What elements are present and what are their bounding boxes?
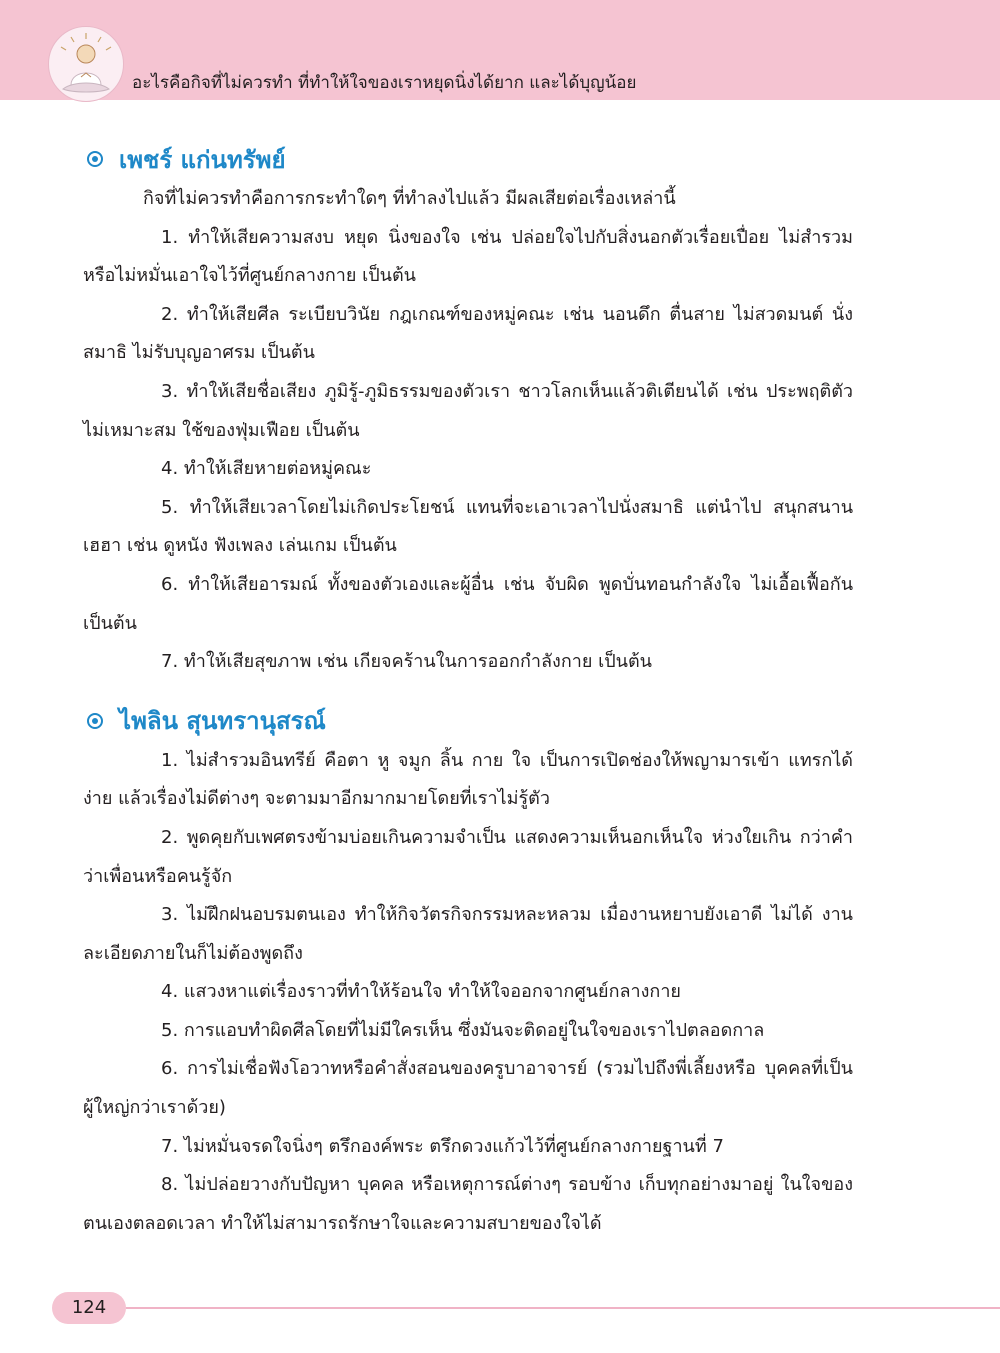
paragraph: 8. ไม่ปล่อยวางกับปัญหา บุคคล หรือเหตุการณ์ต่างๆ รอบข้าง เก็บทุกอย่างมาอยู่ ในใจของตนเองตลอดเวลา ทำให้ไม่สามารถรักษาใจและความสบายของใจได้ [83, 1174, 853, 1234]
page-content [83, 138, 853, 1261]
paragraph: กิจที่ไม่ควรทำคือการกระทำใดๆ ที่ทำลงไปแล้ว มีผลเสียต่อเรื่องเหล่านี้ [143, 188, 676, 209]
paragraph: 3. ไม่ฝึกฝนอบรมตนเอง ทำให้กิจวัตรกิจกรรมหละหลวม เมื่องานหยาบยังเอาดี ไม่ได้ งานละเอียดภายในก็ไม่ต้องพูดถึง [83, 904, 853, 964]
section-heading-text: เพชร์ แก่นทรัพย์ [119, 145, 286, 174]
running-header-title: อะไรคือกิจที่ไม่ควรทำ ที่ทำให้ใจของเราหยุดนิ่งได้ยาก และได้บุญน้อย [132, 73, 637, 93]
section-petch [83, 138, 853, 682]
paragraph: 3. ทำให้เสียชื่อเสียง ภูมิรู้-ภูมิธรรมของตัวเรา ชาวโลกเห็นแล้วติเตียนได้ เช่น ประพฤติตัวไม่เหมาะสม ใช้ของฟุ่มเฟือย เป็นต้น [83, 380, 853, 441]
paragraph: 1. ทำให้เสียความสงบ หยุด นิ่งของใจ เช่น ปล่อยใจไปกับสิ่งนอกตัวเรื่อยเปื่อย ไม่สำรวม หรือไม่หมั่นเอาใจไว้ที่ศูนย์กลางกาย เป็นต้น [83, 226, 853, 287]
meditating-monk-icon [48, 26, 124, 102]
footer-divider [126, 1307, 1000, 1309]
circle-bullet-icon [87, 151, 103, 167]
page-number: 124 [52, 1292, 126, 1324]
paragraph: 4. ทำให้เสียหายต่อหมู่คณะ [161, 458, 372, 480]
section-heading-text: ไพลิน สุนทรานุสรณ์ [119, 707, 326, 736]
paragraph: 7. ทำให้เสียสุขภาพ เช่น เกียจคร้านในการออกกำลังกาย เป็นต้น [161, 651, 652, 673]
paragraph: 6. การไม่เชื่อฟังโอวาทหรือคำสั่งสอนของครูบาอาจารย์ (รวมไปถึงพี่เลี้ยงหรือ บุคคลที่เป็นผู้ใหญ่กว่าเราด้วย) [83, 1058, 853, 1119]
paragraph: 7. ไม่หมั่นจรดใจนิ่งๆ ตรึกองค์พระ ตรึกดวงแก้วไว้ที่ศูนย์กลางกายฐานที่ 7 [161, 1135, 724, 1157]
section-heading [83, 700, 853, 742]
section-pailin [83, 700, 853, 1244]
section-heading [83, 138, 853, 180]
paragraph: 5. การแอบทำผิดศีลโดยที่ไม่มีใครเห็น ซึ่งมันจะติดอยู่ในใจของเราไปตลอดกาล [161, 1019, 765, 1041]
paragraph: 4. แสวงหาแต่เรื่องราวที่ทำให้ร้อนใจ ทำให้ใจออกจากศูนย์กลางกาย [161, 981, 681, 1003]
paragraph: 1. ไม่สำรวมอินทรีย์ คือตา หู จมูก ลิ้น กาย ใจ เป็นการเปิดช่องให้พญามารเข้า แทรกได้ง่าย แล้วเรื่องไม่ดีต่างๆ จะตามมาอีกมากมายโดยที่เราไม่รู้ตัว [83, 749, 853, 810]
circle-bullet-icon [87, 713, 103, 729]
paragraph: 2. พูดคุยกับเพศตรงข้ามบ่อยเกินความจำเป็น แสดงความเห็นอกเห็นใจ ห่วงใยเกิน กว่าคำว่าเพื่อนหรือคนรู้จัก [83, 826, 853, 887]
paragraph: 5. ทำให้เสียเวลาโดยไม่เกิดประโยชน์ แทนที่จะเอาเวลาไปนั่งสมาธิ แต่นำไป สนุกสนานเฮฮา เช่น ดูหนัง ฟังเพลง เล่นเกม เป็นต้น [83, 496, 853, 557]
paragraph: 6. ทำให้เสียอารมณ์ ทั้งของตัวเองและผู้อื่น เช่น จับผิด พูดบั่นทอนกำลังใจ ไม่เอื้อเฟื้อกัน เป็นต้น [83, 573, 853, 634]
paragraph: 2. ทำให้เสียศีล ระเบียบวินัย กฎเกณฑ์ของหมู่คณะ เช่น นอนดึก ตื่นสาย ไม่สวดมนต์ นั่งสมาธิ ไม่รับบุญอาศรม เป็นต้น [83, 303, 853, 364]
